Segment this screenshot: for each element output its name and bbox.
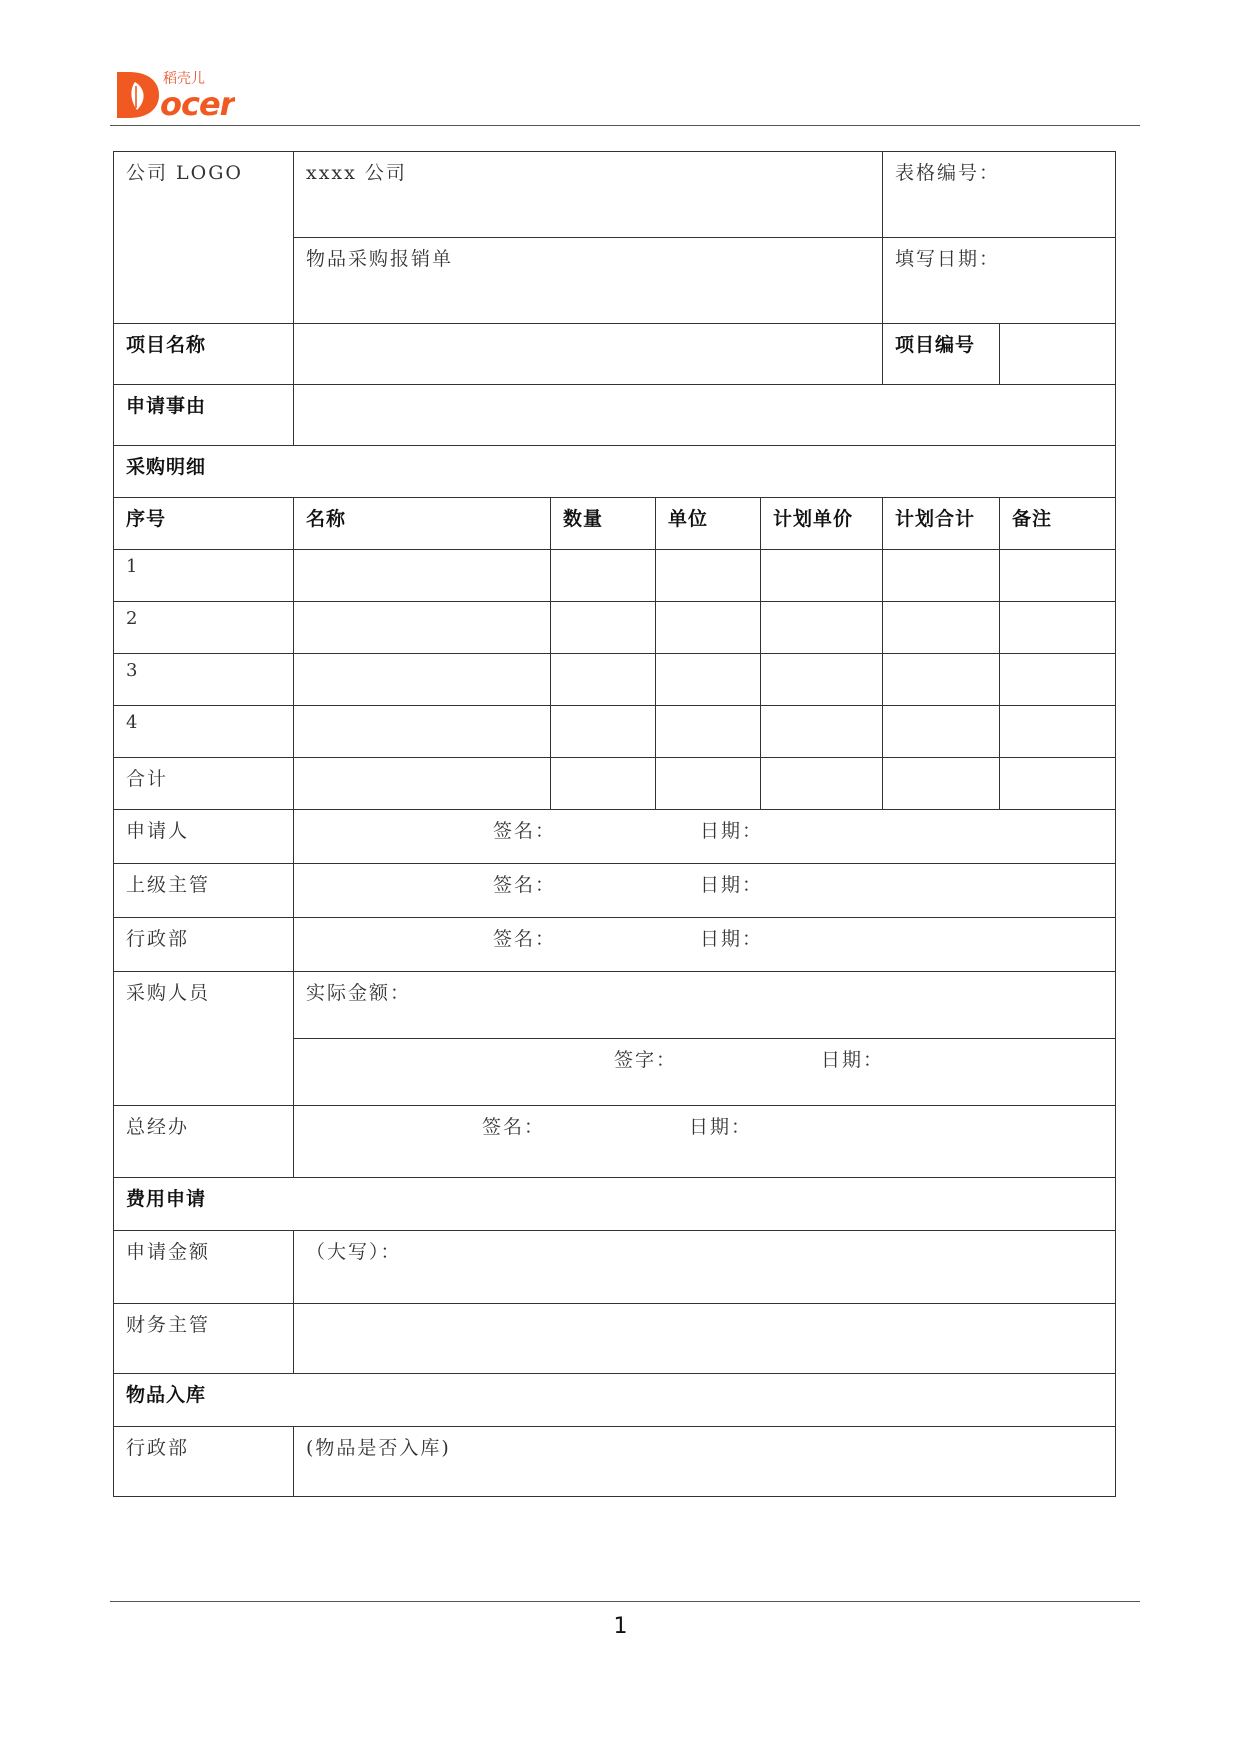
cell-qty[interactable]: [551, 550, 656, 602]
actual-amount-field[interactable]: 实际金额：: [294, 972, 1116, 1039]
cell-remark[interactable]: [1000, 550, 1116, 602]
col-seq: 序号: [114, 498, 294, 550]
row-seq: 2: [114, 602, 294, 654]
gm-office-sign-field[interactable]: [294, 1106, 1116, 1178]
cell-name[interactable]: [294, 654, 551, 706]
project-no-label: 项目编号: [883, 324, 1000, 385]
cell-unit[interactable]: [656, 550, 761, 602]
applicant-label: 申请人: [114, 810, 294, 864]
buyer-label: 采购人员: [114, 972, 294, 1106]
cell-unit[interactable]: [656, 706, 761, 758]
date-label: 日期：: [689, 1116, 753, 1138]
col-plan-price: 计划单价: [761, 498, 883, 550]
reason-label: 申请事由: [114, 385, 294, 446]
expense-section: 费用申请: [114, 1178, 1116, 1231]
table-row: [114, 654, 1116, 706]
detail-header-row: [114, 498, 1116, 550]
cell-qty[interactable]: [551, 706, 656, 758]
cell-plan-price[interactable]: [761, 602, 883, 654]
row-seq: 3: [114, 654, 294, 706]
cell-unit[interactable]: [656, 654, 761, 706]
project-no-field[interactable]: [1000, 324, 1116, 385]
sign-label: 签名：: [493, 874, 557, 896]
col-qty: 数量: [551, 498, 656, 550]
purchase-detail-section: 采购明细: [114, 446, 1116, 498]
page-number: 1: [613, 1614, 628, 1639]
header-rule: [110, 125, 1140, 126]
cell-name[interactable]: [294, 706, 551, 758]
cell-qty[interactable]: [551, 758, 656, 810]
cell-qty[interactable]: [551, 602, 656, 654]
col-unit: 单位: [656, 498, 761, 550]
col-remark: 备注: [1000, 498, 1116, 550]
warehouse-section: 物品入库: [114, 1374, 1116, 1427]
gm-office-label: 总经办: [114, 1106, 294, 1178]
cell-name[interactable]: [294, 602, 551, 654]
cell-plan-total[interactable]: [883, 758, 1000, 810]
table-row: [114, 706, 1116, 758]
brand-cn-name: 稻壳儿: [163, 71, 205, 87]
date-label: 日期：: [700, 928, 764, 950]
cell-plan-price[interactable]: [761, 758, 883, 810]
cell-unit[interactable]: [656, 758, 761, 810]
cell-name[interactable]: [294, 758, 551, 810]
supervisor-label: 上级主管: [114, 864, 294, 918]
sign-label: 签名：: [482, 1116, 546, 1138]
cell-plan-price[interactable]: [761, 654, 883, 706]
admin-sign-field[interactable]: [294, 918, 1116, 972]
admin-label: 行政部: [114, 918, 294, 972]
cell-remark[interactable]: [1000, 654, 1116, 706]
table-row: [114, 550, 1116, 602]
col-name: 名称: [294, 498, 551, 550]
project-name-field[interactable]: [294, 324, 883, 385]
col-plan-total: 计划合计: [883, 498, 1000, 550]
sign-label: 签名：: [493, 928, 557, 950]
company-name-cell[interactable]: xxxx 公司: [294, 152, 883, 238]
cell-plan-total[interactable]: [883, 654, 1000, 706]
date-label: 日期：: [700, 820, 764, 842]
supervisor-sign-field[interactable]: [294, 864, 1116, 918]
form-number-cell[interactable]: 表格编号：: [883, 152, 1116, 238]
company-logo-cell: 公司 LOGO: [114, 152, 294, 324]
signature-label: 签字：: [614, 1049, 678, 1071]
warehouse-admin-label: 行政部: [114, 1427, 294, 1497]
finance-label: 财务主管: [114, 1304, 294, 1374]
total-row: [114, 758, 1116, 810]
cell-name[interactable]: [294, 550, 551, 602]
sign-label: 签名：: [493, 820, 557, 842]
date-label: 日期：: [821, 1049, 885, 1071]
date-label: 日期：: [700, 874, 764, 896]
docer-logo: [115, 66, 235, 122]
project-name-label: 项目名称: [114, 324, 294, 385]
cell-remark[interactable]: [1000, 602, 1116, 654]
row-seq: 1: [114, 550, 294, 602]
cell-plan-total[interactable]: [883, 602, 1000, 654]
cell-unit[interactable]: [656, 602, 761, 654]
cell-plan-price[interactable]: [761, 706, 883, 758]
form-title-cell: 物品采购报销单: [294, 238, 883, 324]
table-row: [114, 602, 1116, 654]
reason-field[interactable]: [294, 385, 1116, 446]
cell-remark[interactable]: [1000, 758, 1116, 810]
amount-field[interactable]: （大写）：: [294, 1231, 1116, 1304]
stock-field[interactable]: (物品是否入库): [294, 1427, 1116, 1497]
cell-plan-total[interactable]: [883, 706, 1000, 758]
cell-plan-price[interactable]: [761, 550, 883, 602]
cell-plan-total[interactable]: [883, 550, 1000, 602]
buyer-sign-field[interactable]: [294, 1039, 1116, 1106]
svg-text:ocer: ocer: [160, 85, 235, 122]
fill-date-cell[interactable]: 填写日期：: [883, 238, 1116, 324]
applicant-sign-field[interactable]: [294, 810, 1116, 864]
purchase-reimbursement-form: [113, 151, 1116, 1497]
finance-field[interactable]: [294, 1304, 1116, 1374]
cell-qty[interactable]: [551, 654, 656, 706]
cell-remark[interactable]: [1000, 706, 1116, 758]
total-label: 合计: [114, 758, 294, 810]
row-seq: 4: [114, 706, 294, 758]
footer-rule: [110, 1601, 1140, 1602]
amount-label: 申请金额: [114, 1231, 294, 1304]
